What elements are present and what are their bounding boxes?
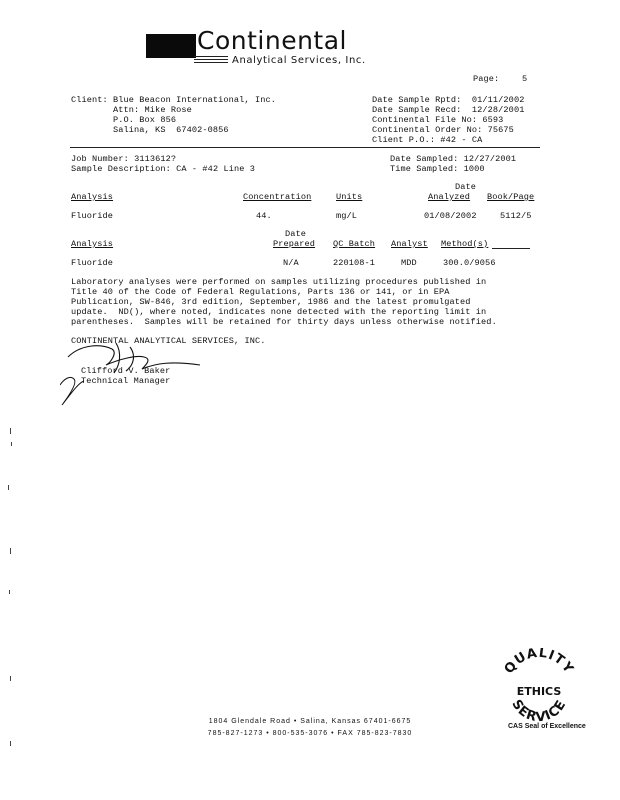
method-underline-extension [492,248,530,249]
signature-company: CONTINENTAL ANALYTICAL SERVICES, INC. [71,336,266,346]
prep-header-prepared: Prepared [273,239,316,249]
meta-date-reported: Date Sample Rptd: 01/11/2002 [372,95,525,105]
prep-row-method: 300.0/9056 [443,258,496,268]
client-name: Blue Beacon International, Inc. [113,95,276,105]
meta-order-no: Continental Order No: 75675 [372,125,514,135]
divider [70,147,540,148]
signatory-title: Technical Manager [81,376,171,386]
prep-header-analyst: Analyst [391,239,428,249]
prep-row-prepared: N/A [283,258,299,268]
seal-top-text: QUALITY [501,648,577,677]
scan-mark [10,428,11,434]
company-logo-name: Continental [197,26,347,55]
results-header-analysis: Analysis [71,192,114,202]
scan-mark [10,676,11,681]
quality-seal-graphic [498,648,580,728]
prep-row-analyst: MDD [401,258,417,268]
results-header-analyzed: Analyzed [428,192,471,202]
note-line: Laboratory analyses were performed on samples utilizing procedures published in [71,277,487,287]
prep-header-method: Method(s) [441,239,489,249]
seal-middle-text: ETHICS [516,685,562,698]
results-row-analyzed: 01/08/2002 [424,211,477,221]
results-row-analysis: Fluoride [71,211,114,221]
date-sampled: Date Sampled: 12/27/2001 [390,154,517,164]
client-attn: Attn: Mike Rose [113,105,192,115]
logo-block [146,34,196,58]
footer-address: 1804 Glendale Road • Salina, Kansas 67401-6675 [208,718,412,725]
seal-caption: CAS Seal of Excellence [508,723,586,730]
prep-header-analysis: Analysis [71,239,114,249]
client-po-box: P.O. Box 856 [113,115,177,125]
footer-phones: 785-827-1273 • 800-535-3076 • FAX 785-823-7830 [207,730,413,737]
prep-header-date: Date [285,229,307,239]
signatory-name: Clifford V. Baker [81,366,171,376]
results-row-units: mg/L [336,211,358,221]
note-line: Publication, SW-846, 3rd edition, September, 1986 and the latest promulgated [71,297,471,307]
svg-text:QUALITY [502,648,577,677]
client-city: Salina, KS 67402-0856 [113,125,229,135]
scan-mark [10,741,11,746]
page-number: 5 [522,74,528,84]
results-header-units: Units [336,192,363,202]
company-logo-subtitle: Analytical Services, Inc. [232,55,366,66]
scan-mark [9,590,10,594]
client-label: Client: [71,95,108,105]
note-line: update. ND(), where noted, indicates none detected with the reporting limit in [71,307,487,317]
logo-lines [194,56,228,64]
prep-row-analysis: Fluoride [71,258,114,268]
note-line: parentheses. Samples will be retained for thirty days unless otherwise notified. [71,317,497,327]
results-header-concentration: Concentration [243,192,312,202]
note-line: Title 40 of the Code of Federal Regulations, Parts 136 or 141, or in EPA [71,287,450,297]
scan-mark [11,442,12,446]
prep-row-qc-batch: 220108-1 [333,258,376,268]
meta-file-no: Continental File No: 6593 [372,115,504,125]
sample-description: Sample Description: CA - #42 Line 3 [71,164,255,174]
prep-header-qc-batch: QC Batch [333,239,376,249]
results-row-book-page: 5112/5 [500,211,532,221]
job-number: Job Number: 3113612? [71,154,177,164]
scan-mark [8,485,9,490]
scan-mark [10,548,11,554]
page-label: Page: [473,74,500,84]
results-header-book-page: Book/Page [487,192,535,202]
results-header-date: Date [455,182,477,192]
meta-date-received: Date Sample Recd: 12/28/2001 [372,105,525,115]
seal-bottom-text: SERVICE [508,697,570,726]
results-row-concentration: 44. [256,211,272,221]
meta-client-po: Client P.O.: #42 - CA [372,135,483,145]
time-sampled: Time Sampled: 1000 [390,164,485,174]
